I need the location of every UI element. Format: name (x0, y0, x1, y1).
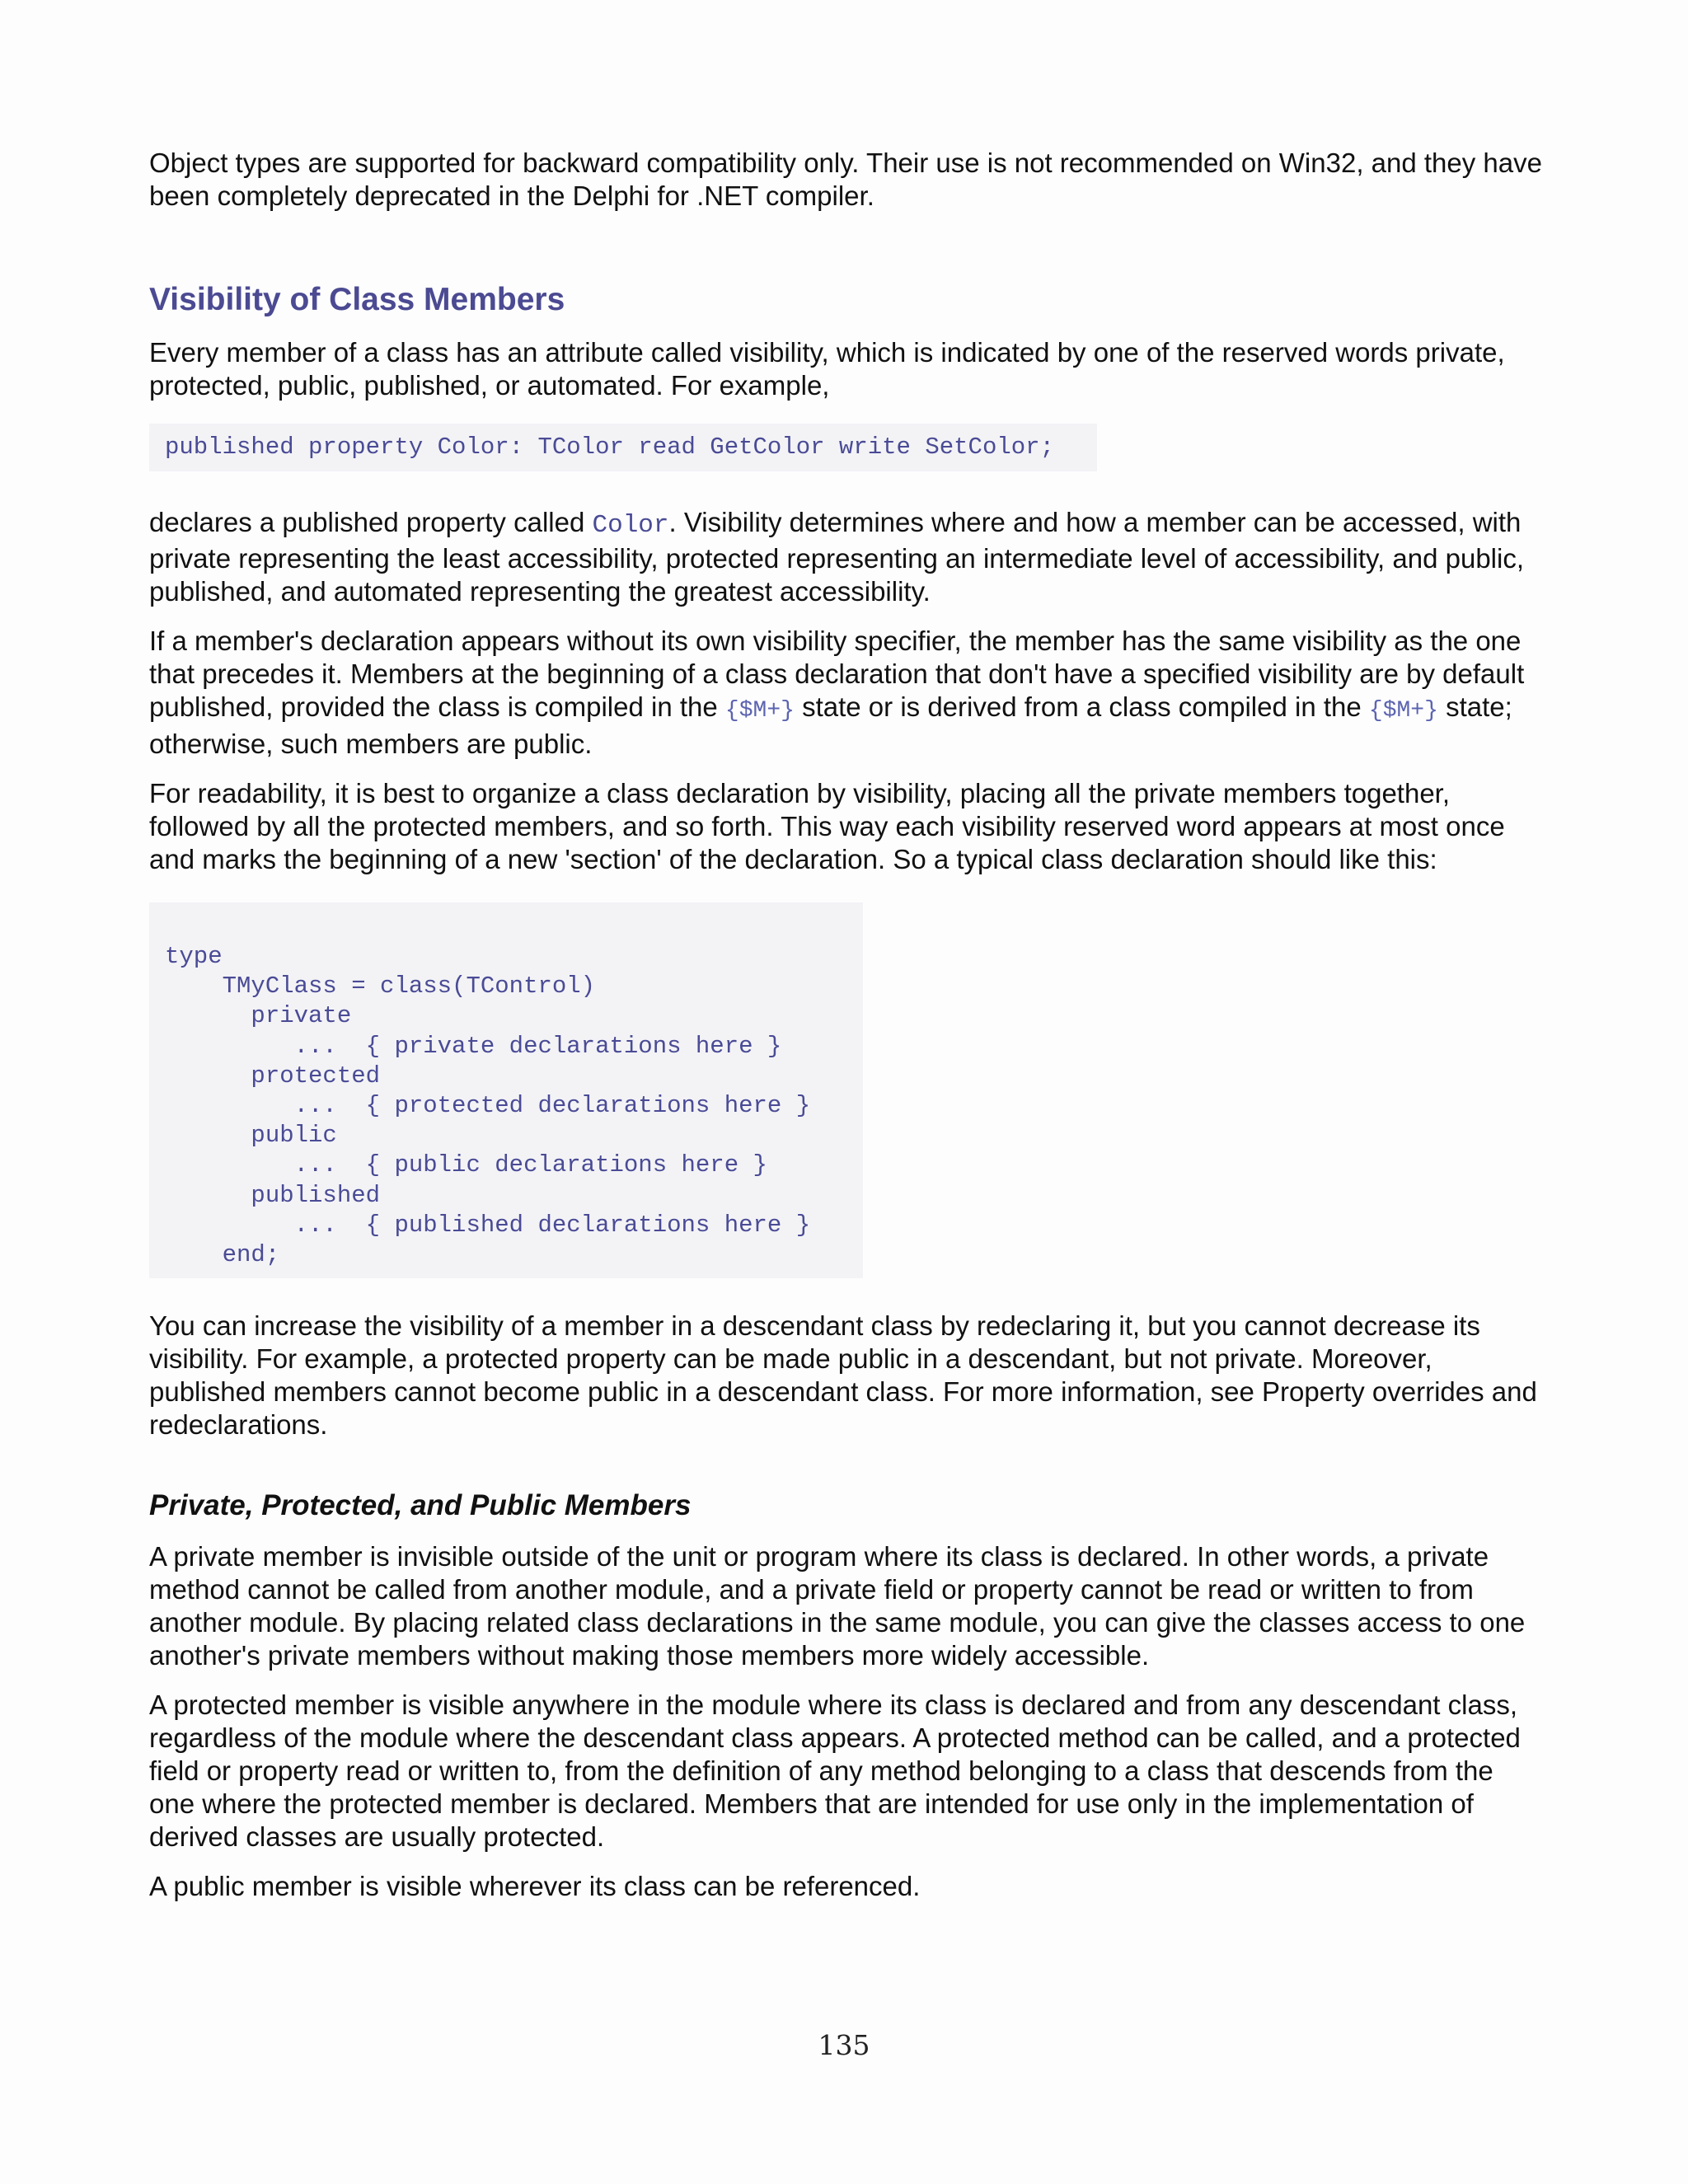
visibility-intro-paragraph: Every member of a class has an attribute called visibility, which is indicated by one of the reserved words private, protected, public, published, or automated. For example, (149, 337, 1505, 401)
inline-code-compiler-directive: {$M+} (1368, 698, 1438, 724)
code-line: ... { protected declarations here } (165, 1091, 811, 1119)
inline-code-compiler-directive: {$M+} (724, 698, 795, 724)
readability-paragraph: For readability, it is best to organize a class declaration by visibility, placing all the private members together, followed by all the protected members, and so forth. This way each visibility reserved word appears at most once and marks the beginning of a new 'section' of the declaration. So a typical class declaration should like this: (149, 778, 1505, 874)
page-content (149, 147, 1542, 1903)
code-line: ... { published declarations here } (165, 1211, 811, 1239)
default-visibility-paragraph (149, 625, 1542, 761)
paragraph-text: declares a published property called (149, 507, 593, 537)
code-example-published-property: published property Color: TColor read GetColor write SetColor; (149, 424, 1097, 471)
section-heading: Visibility of Class Members (149, 282, 565, 317)
published-property-paragraph (149, 506, 1542, 608)
increase-visibility-paragraph: You can increase the visibility of a member in a descendant class by redeclaring it, but you cannot decrease its visibility. For example, a protected property can be made public in a descendant, but not private. Moreover, published members cannot become public in a descendant class. For more information, see Property overrides and redeclarations. (149, 1310, 1537, 1441)
public-member-paragraph: A public member is visible wherever its class can be referenced. (149, 1871, 921, 1902)
inline-code-color: Color (592, 511, 669, 540)
code-line: ... { private declarations here } (165, 1032, 782, 1060)
code-line: TMyClass = class(TControl) (165, 972, 596, 1001)
paragraph-text: state or is derived from a class compiled in the (794, 691, 1369, 722)
code-line: ... { public declarations here } (165, 1151, 767, 1179)
code-line: published (165, 1181, 381, 1209)
subsection-heading: Private, Protected, and Public Members (149, 1489, 692, 1522)
page-number: 135 (818, 2029, 870, 2061)
code-block-class-declaration (149, 902, 863, 1278)
paragraph-text: If a member's declaration appears without its own visibility specifier, the member has the same visibility as the one that precedes it. Members at the beginning of a class declaration that don't have a specified visibility are by default published, provided the class is compiled in the (149, 626, 1525, 722)
code-line: protected (165, 1062, 381, 1090)
protected-member-paragraph: A protected member is visible anywhere in the module where its class is declared and from any descendant class, regardless of the module where the descendant class appears. A protected method can be called, and a protected field or property read or written to, from the definition of any method belonging to a class that descends from the one where the protected member is declared. Members that are intended for use only in the implementation of derived classes are usually protected. (149, 1690, 1521, 1853)
code-line: end; (165, 1240, 280, 1268)
private-member-paragraph: A private member is invisible outside of the unit or program where its class is declared. In other words, a private method cannot be called from another module, and a private field or property cannot be read or written to from another module. By placing related class declarations in the same module, you can give the classes access to one another's private members without making those members more widely accessible. (149, 1541, 1526, 1671)
code-line: public (165, 1122, 337, 1150)
paragraph-text: state; otherwise, such members are public. (149, 691, 1512, 759)
intro-paragraph: Object types are supported for backward compatibility only. Their use is not recommended on Win32, and they have been completely deprecated in the Delphi for .NET compiler. (149, 148, 1542, 211)
code-line: type (165, 943, 223, 970)
code-line: private (165, 1002, 352, 1030)
paragraph-text: . Visibility determines where and how a member can be accessed, with private representing the least accessibility, protected representing an intermediate level of accessibility, and public, published, and automated representing the greatest accessibility. (149, 507, 1524, 607)
